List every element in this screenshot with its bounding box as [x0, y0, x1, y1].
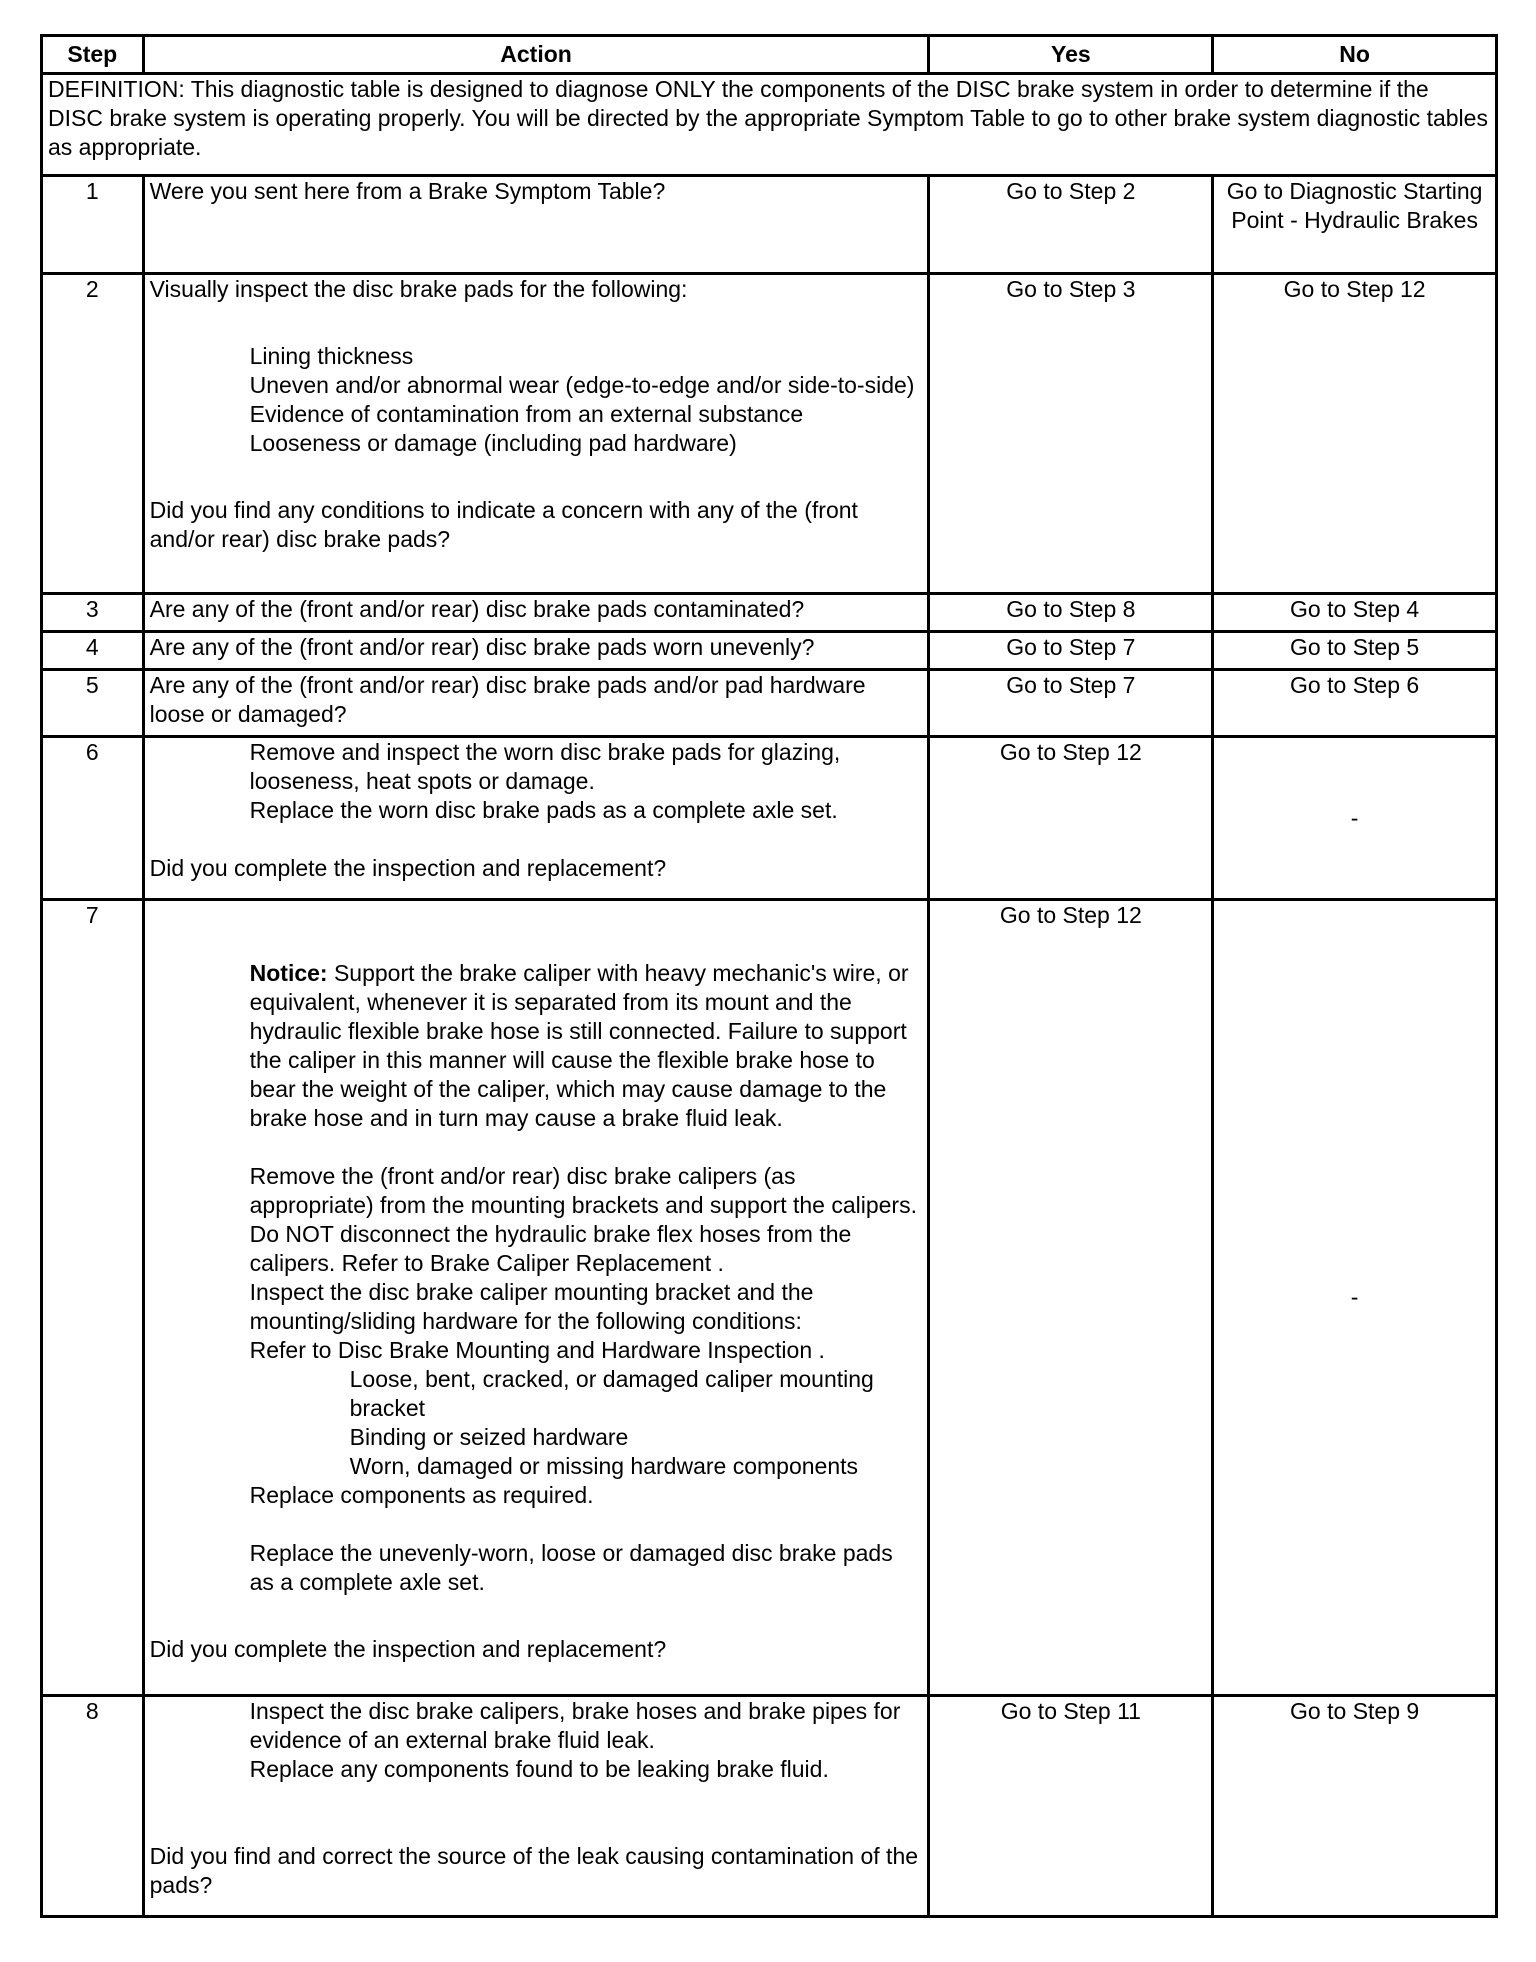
no-cell: Go to Step 5: [1213, 632, 1497, 670]
instruction-item: Remove and inspect the worn disc brake pads for glazing, looseness, heat spots or damage.: [249, 739, 841, 794]
condition-item: Worn, damaged or missing hardware components: [349, 1453, 859, 1479]
table-row: [42, 274, 1497, 594]
yes-cell: Go to Step 2: [929, 176, 1213, 274]
step-question: Did you complete the inspection and replacement?: [149, 855, 667, 881]
header-row: [42, 36, 1497, 74]
instruction-item: Replace any components found to be leaking brake fluid.: [249, 1756, 829, 1782]
table-row: [42, 176, 1497, 274]
action-cell: [143, 632, 929, 670]
definition-text: DEFINITION: This diagnostic table is designed to diagnose ONLY the components of the DISC brake system in order to determine if the DISC brake system is operating properly. You will be directed by the appropriate Symptom Table to go to other brake system diagnostic tables as appropriate.: [42, 74, 1497, 176]
condition-item: Binding or seized hardware: [349, 1424, 629, 1450]
action-cell: [143, 670, 929, 737]
no-cell: -: [1213, 900, 1497, 1696]
definition-row: [42, 74, 1497, 176]
diagnostic-table: [40, 34, 1498, 1918]
condition-item: Loose, bent, cracked, or damaged caliper mounting bracket: [349, 1366, 874, 1421]
no-cell: Go to Step 9: [1213, 1696, 1497, 1917]
step-number: 8: [42, 1696, 144, 1917]
notice-text: Support the brake caliper with heavy mechanic's wire, or equivalent, whenever it is separated from its mount and the hydraulic flexible brake hose is still connected. Failure to support the caliper in this manner will cause the flexible brake hose to bear the weight of the caliper, which may cause damage to the brake hose and in turn may cause a brake fluid leak.: [249, 960, 909, 1131]
instruction-item: Replace the worn disc brake pads as a complete axle set.: [249, 797, 838, 823]
yes-cell: Go to Step 11: [929, 1696, 1213, 1917]
step-question: Are any of the (front and/or rear) disc brake pads and/or pad hardware loose or damaged?: [149, 672, 866, 727]
yes-cell: Go to Step 7: [929, 632, 1213, 670]
yes-cell: Go to Step 8: [929, 594, 1213, 632]
diagnostic-page: [40, 34, 1498, 1918]
instruction-item: Remove the (front and/or rear) disc brake calipers (as appropriate) from the mounting brackets and support the calipers. Do NOT disconnect the hydraulic brake flex hoses from the calipers. Refer to Brake Caliper Replacement .: [249, 1163, 917, 1276]
no-cell: Go to Step 4: [1213, 594, 1497, 632]
table-row: [42, 594, 1497, 632]
step-number: 5: [42, 670, 144, 737]
notice-label: Notice:: [249, 960, 328, 986]
check-item: Uneven and/or abnormal wear (edge-to-edge and/or side-to-side): [249, 372, 915, 398]
step-question: Are any of the (front and/or rear) disc brake pads contaminated?: [149, 596, 805, 622]
instruction-item: Replace components as required.: [249, 1482, 594, 1508]
instruction-item: Inspect the disc brake caliper mounting bracket and the mounting/sliding hardware for the following conditions:: [249, 1279, 814, 1334]
action-cell: [143, 594, 929, 632]
step-question: Did you find and correct the source of the leak causing contamination of the pads?: [149, 1843, 919, 1898]
no-cell: Go to Step 12: [1213, 274, 1497, 594]
step-number: 3: [42, 594, 144, 632]
action-cell: [143, 274, 929, 594]
action-cell: [143, 900, 929, 1696]
step-number: 7: [42, 900, 144, 1696]
step-question: Did you complete the inspection and replacement?: [149, 1636, 667, 1662]
action-cell: [143, 737, 929, 900]
table-row: [42, 632, 1497, 670]
instruction-item: Refer to Disc Brake Mounting and Hardware Inspection .: [249, 1337, 825, 1363]
step-number: 2: [42, 274, 144, 594]
header-action: Action: [143, 36, 929, 74]
step-number: 1: [42, 176, 144, 274]
action-cell: [143, 1696, 929, 1917]
instruction-item: Replace the unevenly-worn, loose or damaged disc brake pads as a complete axle set.: [249, 1540, 893, 1595]
yes-cell: Go to Step 12: [929, 900, 1213, 1696]
action-cell: [143, 176, 929, 274]
header-no: No: [1213, 36, 1497, 74]
no-cell: -: [1213, 737, 1497, 900]
step-number: 6: [42, 737, 144, 900]
header-yes: Yes: [929, 36, 1213, 74]
table-row: [42, 670, 1497, 737]
instruction-item: Inspect the disc brake calipers, brake hoses and brake pipes for evidence of an external brake fluid leak.: [249, 1698, 901, 1753]
yes-cell: Go to Step 12: [929, 737, 1213, 900]
no-cell: Go to Step 6: [1213, 670, 1497, 737]
no-cell: Go to Diagnostic Starting Point - Hydraulic Brakes: [1213, 176, 1497, 274]
notice-block: [150, 959, 923, 1133]
table-row: [42, 900, 1497, 1696]
yes-cell: Go to Step 7: [929, 670, 1213, 737]
table-row: [42, 737, 1497, 900]
yes-cell: Go to Step 3: [929, 274, 1213, 594]
table-row: [42, 1696, 1497, 1917]
step-number: 4: [42, 632, 144, 670]
step-question: Are any of the (front and/or rear) disc brake pads worn unevenly?: [149, 634, 815, 660]
step-question: Were you sent here from a Brake Symptom Table?: [149, 178, 666, 204]
step-intro: Visually inspect the disc brake pads for the following:: [149, 276, 688, 302]
check-item: Evidence of contamination from an external substance: [249, 401, 804, 427]
check-item: Lining thickness: [249, 343, 414, 369]
step-question: Did you find any conditions to indicate a concern with any of the (front and/or rear) disc brake pads?: [149, 497, 858, 552]
header-step: Step: [42, 36, 144, 74]
check-item: Looseness or damage (including pad hardware): [249, 430, 737, 456]
